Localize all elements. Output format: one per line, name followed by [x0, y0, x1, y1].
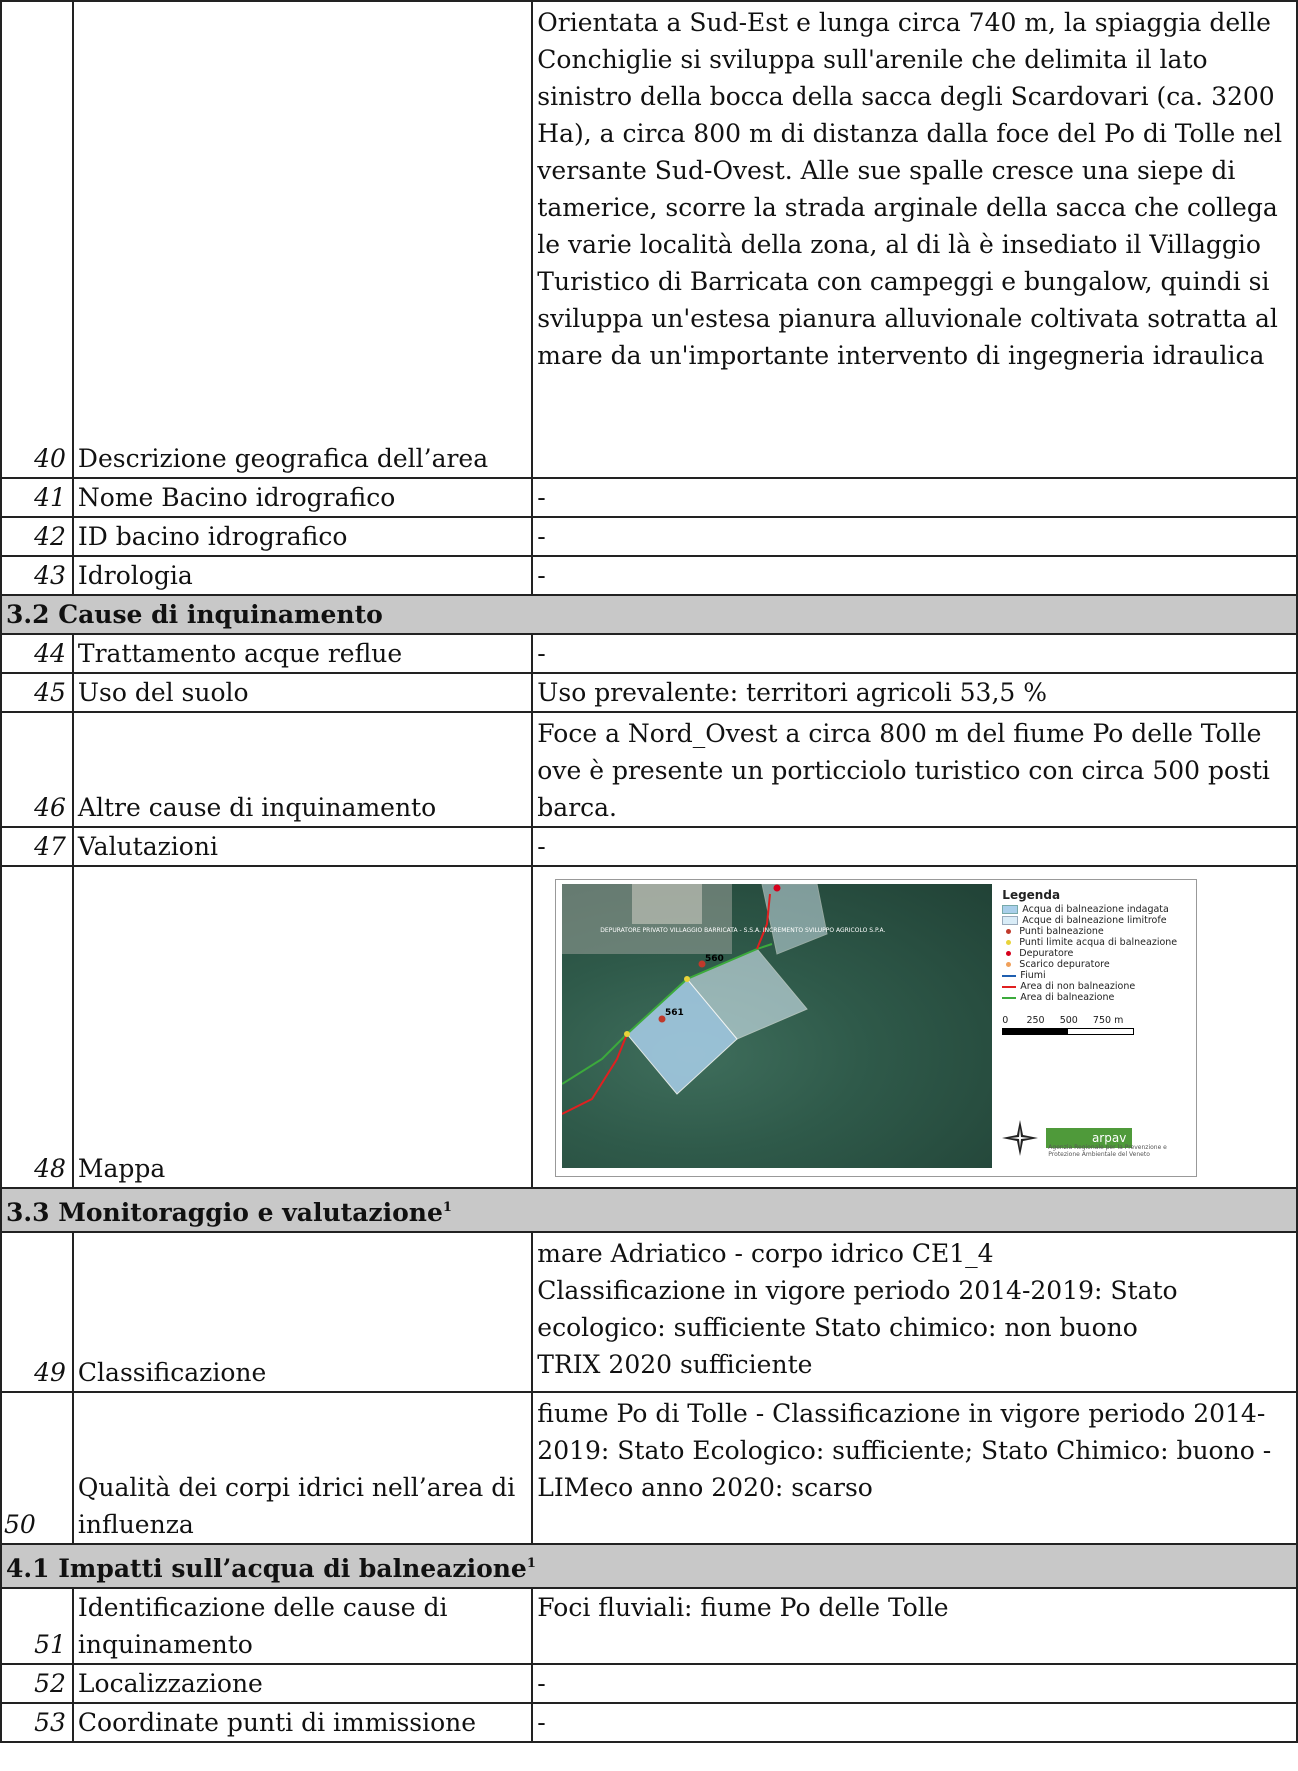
table-row	[1, 634, 1297, 673]
row-number: 51	[1, 1588, 73, 1664]
legend-swatch	[1002, 916, 1018, 925]
legend-item	[1002, 959, 1188, 970]
legend-item	[1002, 992, 1188, 1003]
legend-dot	[1006, 962, 1011, 967]
table-row	[1, 556, 1297, 595]
legend-dot	[1006, 940, 1011, 945]
compass-rose-icon	[1002, 1120, 1038, 1156]
legend-item	[1002, 904, 1188, 915]
legend-line	[1002, 997, 1016, 999]
map-top-annotation: DEPURATORE PRIVATO VILLAGGIO BARRICATA - S.S.A. INCREMENTO SVILUPPO AGRICOLO S.P.A.	[600, 927, 886, 934]
legend-label: Depuratore	[1019, 948, 1074, 959]
section-header-row	[1, 1544, 1297, 1588]
row-value: fiume Po di Tolle - Classificazione in vigore periodo 2014-2019: Stato Ecologico: sufficiente; Stato Chimico: buono - LIMeco anno 2020: scarso	[532, 1392, 1297, 1544]
footnote-marker: 1	[442, 1200, 452, 1215]
row-number: 45	[1, 673, 73, 712]
row-label: Idrologia	[73, 556, 532, 595]
row-value: mare Adriatico - corpo idrico CE1_4 Classificazione in vigore periodo 2014-2019: Stato ecologico: sufficiente Stato chimico: non buono TRIX 2020 sufficiente	[532, 1232, 1297, 1392]
table-row	[1, 866, 1297, 1188]
section-header-row	[1, 595, 1297, 634]
row-number: 53	[1, 1703, 73, 1742]
map-legend	[1002, 888, 1188, 1158]
section-title-text: 4.1 Impatti sull’acqua di balneazione	[6, 1554, 527, 1583]
row-value: Uso prevalente: territori agricoli 53,5 %	[532, 673, 1297, 712]
logo-text: arpav	[1091, 1130, 1127, 1145]
row-number: 42	[1, 517, 73, 556]
scale-labels: 0 250 500 750 m	[1002, 1015, 1124, 1026]
row-label: Descrizione geografica dell’area	[73, 1, 532, 478]
row-number: 48	[1, 866, 73, 1188]
row-label: Valutazioni	[73, 827, 532, 866]
row-value: -	[532, 1703, 1297, 1742]
row-label: Mappa	[73, 866, 532, 1188]
row-value: -	[532, 827, 1297, 866]
legend-item	[1002, 948, 1188, 959]
point-label: 561	[665, 1008, 685, 1018]
limit-point	[684, 976, 690, 982]
legend-line	[1002, 986, 1016, 988]
limit-point	[624, 1031, 630, 1037]
table-row	[1, 827, 1297, 866]
legend-label: Scarico depuratore	[1019, 959, 1110, 970]
legend-item	[1002, 915, 1188, 926]
legend-label: Area di non balneazione	[1020, 981, 1136, 992]
table-row	[1, 1703, 1297, 1742]
row-label: Coordinate punti di immissione	[73, 1703, 532, 1742]
row-label: Nome Bacino idrografico	[73, 478, 532, 517]
table-row	[1, 1232, 1297, 1392]
legend-dot	[1006, 951, 1011, 956]
row-number: 40	[1, 1, 73, 478]
section-header-row	[1, 1188, 1297, 1232]
treatment-plant-point	[774, 885, 781, 892]
non-bathing-line-south	[562, 1034, 627, 1114]
row-number: 50	[1, 1392, 73, 1544]
table-row	[1, 517, 1297, 556]
row-value: -	[532, 1664, 1297, 1703]
row-value: Orientata a Sud-Est e lunga circa 740 m, la spiaggia delle Conchiglie si sviluppa sull'arenile che delimita il lato sinistro della bocca della sacca degli Scardovari (ca. 3200 Ha), a circa 800 m di distanza dalla foce del Po di Tolle nel versante Sud-Ovest. Alle sue spalle cresce una siepe di tamerice, scorre la strada arginale della sacca che collega le varie località della zona, al di là è insediato il Villaggio Turistico di Barricata con campeggi e bungalow, quindi si sviluppa un'estesa pianura alluvionale coltivata sotratta al mare da un'importante intervento di ingegneria idraulica	[532, 1, 1297, 478]
row-number: 41	[1, 478, 73, 517]
row-label: Uso del suolo	[73, 673, 532, 712]
table-row	[1, 1664, 1297, 1703]
legend-label: Punti balneazione	[1019, 926, 1104, 937]
row-value: -	[532, 478, 1297, 517]
legend-item	[1002, 970, 1188, 981]
row-number: 49	[1, 1232, 73, 1392]
row-label: ID bacino idrografico	[73, 517, 532, 556]
bathing-area-map	[555, 879, 1197, 1177]
table-row	[1, 1, 1297, 478]
section-title	[1, 1188, 1297, 1232]
legend-line	[1002, 975, 1016, 977]
legend-label: Acqua di balneazione indagata	[1022, 904, 1169, 915]
row-label: Altre cause di inquinamento	[73, 712, 532, 827]
legend-dot	[1006, 929, 1011, 934]
legend-item	[1002, 981, 1188, 992]
table-row	[1, 1588, 1297, 1664]
row-number: 52	[1, 1664, 73, 1703]
agency-name: Agenzia Regionale per la Prevenzione e Protezione Ambientale del Veneto	[1048, 1144, 1167, 1158]
row-label: Qualità dei corpi idrici nell’area di influenza	[73, 1392, 532, 1544]
row-label: Localizzazione	[73, 1664, 532, 1703]
row-number: 44	[1, 634, 73, 673]
legend-label: Area di balneazione	[1020, 992, 1115, 1003]
table-row	[1, 1392, 1297, 1544]
section-title: 3.2 Cause di inquinamento	[1, 595, 1297, 634]
footnote-marker: 1	[526, 1556, 536, 1571]
legend-item	[1002, 926, 1188, 937]
scale-bar-graphic	[1002, 1028, 1134, 1035]
legend-item	[1002, 937, 1188, 948]
row-number: 47	[1, 827, 73, 866]
row-value: -	[532, 556, 1297, 595]
table-row	[1, 478, 1297, 517]
row-value: -	[532, 517, 1297, 556]
row-number: 46	[1, 712, 73, 827]
table-row	[1, 712, 1297, 827]
satellite-image	[562, 884, 992, 1168]
legend-label: Fiumi	[1020, 970, 1046, 981]
row-label: Identificazione delle cause di inquinamento	[73, 1588, 532, 1664]
legend-label: Punti limite acqua di balneazione	[1019, 937, 1178, 948]
legend-title: Legenda	[1002, 888, 1061, 902]
table-row	[1, 673, 1297, 712]
legend-swatch	[1002, 905, 1018, 914]
point-label: 560	[705, 954, 725, 964]
row-value: -	[532, 634, 1297, 673]
row-value: Foce a Nord_Ovest a circa 800 m del fiume Po delle Tolle ove è presente un porticciolo turistico con circa 500 posti barca.	[532, 712, 1297, 827]
scale-bar	[1002, 1015, 1188, 1035]
legend-label: Acque di balneazione limitrofe	[1022, 915, 1167, 926]
row-value: Foci fluviali: fiume Po delle Tolle	[532, 1588, 1297, 1664]
section-title-text: 3.3 Monitoraggio e valutazione	[6, 1198, 443, 1227]
row-number: 43	[1, 556, 73, 595]
row-label: Classificazione	[73, 1232, 532, 1392]
row-label: Trattamento acque reflue	[73, 634, 532, 673]
map-cell	[532, 866, 1297, 1188]
section-title	[1, 1544, 1297, 1588]
